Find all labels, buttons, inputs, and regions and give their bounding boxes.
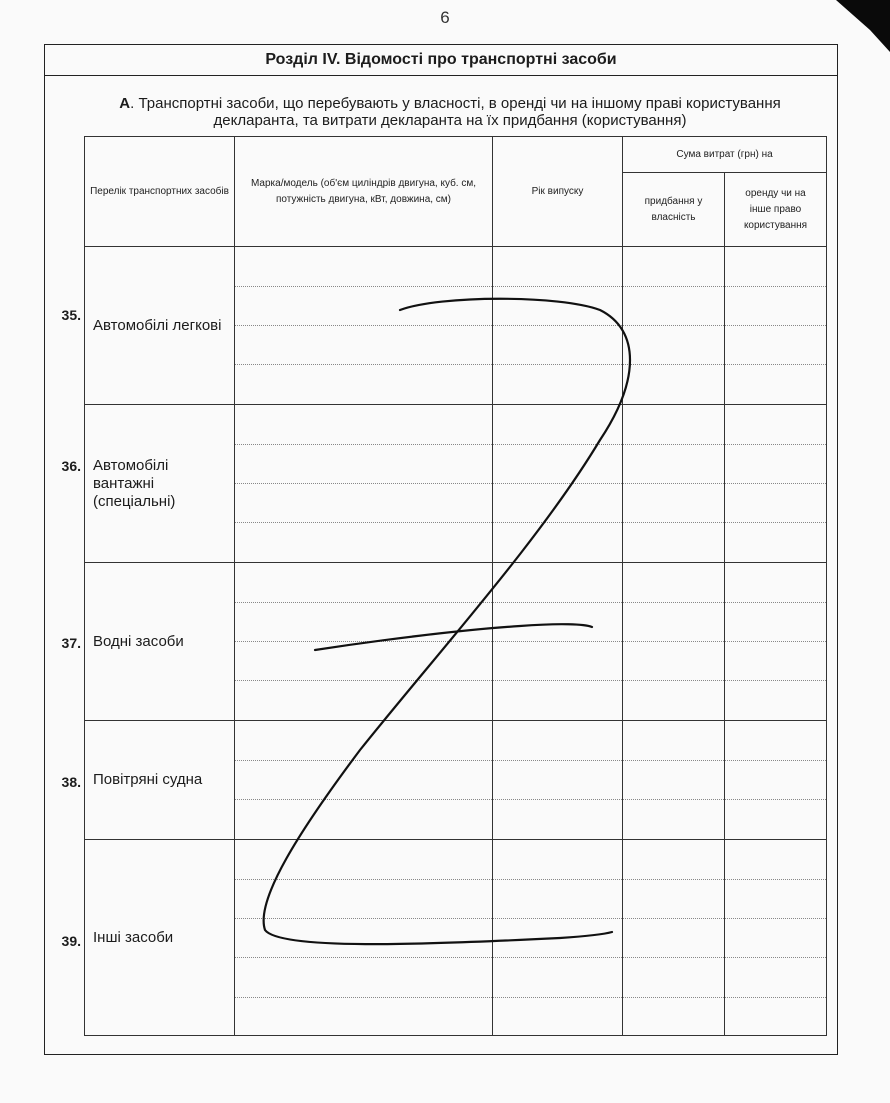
corner-black-mark xyxy=(830,0,890,60)
table-cell[interactable] xyxy=(493,880,623,919)
table-cell[interactable] xyxy=(623,247,725,287)
table-cell[interactable] xyxy=(493,484,623,523)
table-cell[interactable] xyxy=(493,247,623,287)
table-cell[interactable] xyxy=(725,563,827,603)
category-water-vehicles: Водні засоби xyxy=(85,563,235,721)
table-cell[interactable] xyxy=(235,642,493,681)
table-cell[interactable] xyxy=(623,998,725,1036)
table-cell[interactable] xyxy=(493,603,623,642)
subsection-heading xyxy=(85,95,815,129)
header-purchase: придбання у власність xyxy=(623,173,725,247)
table-cell[interactable] xyxy=(725,247,827,287)
table-cell[interactable] xyxy=(235,919,493,958)
table-cell[interactable] xyxy=(493,840,623,880)
table-cell[interactable] xyxy=(235,721,493,761)
table-cell[interactable] xyxy=(235,484,493,523)
table-cell[interactable] xyxy=(235,445,493,484)
row-number-38: 38. xyxy=(61,774,81,790)
header-list: Перелік транспортних засобів xyxy=(85,137,235,247)
table-cell[interactable] xyxy=(725,523,827,563)
table-cell[interactable] xyxy=(493,800,623,840)
table-cell[interactable] xyxy=(725,484,827,523)
table-cell[interactable] xyxy=(493,681,623,721)
table-cell[interactable] xyxy=(725,800,827,840)
subsection-text-line1: . Транспортні засоби, що перебувають у власності, в оренді чи на іншому праві користування xyxy=(130,95,781,112)
table-cell[interactable] xyxy=(235,365,493,405)
table-cell[interactable] xyxy=(493,523,623,563)
table-cell[interactable] xyxy=(235,326,493,365)
table-cell[interactable] xyxy=(493,445,623,484)
table-cell[interactable] xyxy=(235,523,493,563)
table-cell[interactable] xyxy=(623,484,725,523)
table-cell[interactable] xyxy=(623,800,725,840)
table-cell[interactable] xyxy=(725,880,827,919)
table-cell[interactable] xyxy=(235,563,493,603)
table-cell[interactable] xyxy=(493,405,623,445)
table-cell[interactable] xyxy=(493,761,623,800)
subsection-letter: А xyxy=(119,95,131,112)
table-cell[interactable] xyxy=(623,523,725,563)
category-passenger-cars: Автомобілі легкові xyxy=(85,247,235,405)
table-cell[interactable] xyxy=(725,365,827,405)
vehicles-table xyxy=(84,136,827,1036)
header-expenses: Сума витрат (грн) на xyxy=(623,137,827,173)
table-cell[interactable] xyxy=(235,287,493,326)
table-cell[interactable] xyxy=(623,405,725,445)
table-cell[interactable] xyxy=(725,958,827,998)
table-cell[interactable] xyxy=(725,998,827,1036)
table-cell[interactable] xyxy=(623,603,725,642)
subsection-text-line2: декларанта, та витрати декларанта на їх придбання (користування) xyxy=(213,112,687,129)
category-aircraft: Повітряні судна xyxy=(85,721,235,840)
table-cell[interactable] xyxy=(623,958,725,998)
table-cell[interactable] xyxy=(235,958,493,998)
table-cell[interactable] xyxy=(235,840,493,880)
table-cell[interactable] xyxy=(235,880,493,919)
table-cell[interactable] xyxy=(725,642,827,681)
table-cell[interactable] xyxy=(493,287,623,326)
header-model: Марка/модель (об'єм циліндрів двигуна, куб. см, потужність двигуна, кВт, довжина, см) xyxy=(235,137,493,247)
table-cell[interactable] xyxy=(725,721,827,761)
table-cell[interactable] xyxy=(725,761,827,800)
table-cell[interactable] xyxy=(623,681,725,721)
table-cell[interactable] xyxy=(493,642,623,681)
table-cell[interactable] xyxy=(623,642,725,681)
category-other-vehicles: Інші засоби xyxy=(85,840,235,1036)
table-cell[interactable] xyxy=(725,840,827,880)
table-cell[interactable] xyxy=(623,721,725,761)
table-cell[interactable] xyxy=(235,998,493,1036)
table-cell[interactable] xyxy=(235,247,493,287)
table-cell[interactable] xyxy=(623,365,725,405)
row-number-37: 37. xyxy=(61,635,81,651)
table-cell[interactable] xyxy=(623,761,725,800)
table-cell[interactable] xyxy=(493,998,623,1036)
category-trucks: Автомобілі вантажні (спеціальні) xyxy=(85,405,235,563)
table-cell[interactable] xyxy=(623,326,725,365)
table-cell[interactable] xyxy=(725,287,827,326)
vehicles-table-body xyxy=(85,247,827,1036)
table-cell[interactable] xyxy=(493,721,623,761)
table-cell[interactable] xyxy=(493,365,623,405)
header-year: Рік випуску xyxy=(493,137,623,247)
table-cell[interactable] xyxy=(235,603,493,642)
table-cell[interactable] xyxy=(623,563,725,603)
table-cell[interactable] xyxy=(623,445,725,484)
table-cell[interactable] xyxy=(725,445,827,484)
table-cell[interactable] xyxy=(235,681,493,721)
table-cell[interactable] xyxy=(235,761,493,800)
table-cell[interactable] xyxy=(493,326,623,365)
table-cell[interactable] xyxy=(235,800,493,840)
table-cell[interactable] xyxy=(493,919,623,958)
row-number-36: 36. xyxy=(61,458,81,474)
section-title: Розділ IV. Відомості про транспортні засоби xyxy=(45,45,837,76)
table-cell[interactable] xyxy=(623,287,725,326)
table-cell[interactable] xyxy=(725,326,827,365)
table-cell[interactable] xyxy=(725,919,827,958)
table-cell[interactable] xyxy=(235,405,493,445)
header-rent: оренду чи на інше право користування xyxy=(725,173,827,247)
table-cell[interactable] xyxy=(725,681,827,721)
table-cell[interactable] xyxy=(493,958,623,998)
table-cell[interactable] xyxy=(623,880,725,919)
table-cell[interactable] xyxy=(623,919,725,958)
row-number-39: 39. xyxy=(61,933,81,949)
page-number: 6 xyxy=(440,8,450,27)
row-number-35: 35. xyxy=(61,307,81,323)
table-cell[interactable] xyxy=(493,563,623,603)
table-cell[interactable] xyxy=(725,603,827,642)
table-cell[interactable] xyxy=(725,405,827,445)
table-cell[interactable] xyxy=(623,840,725,880)
